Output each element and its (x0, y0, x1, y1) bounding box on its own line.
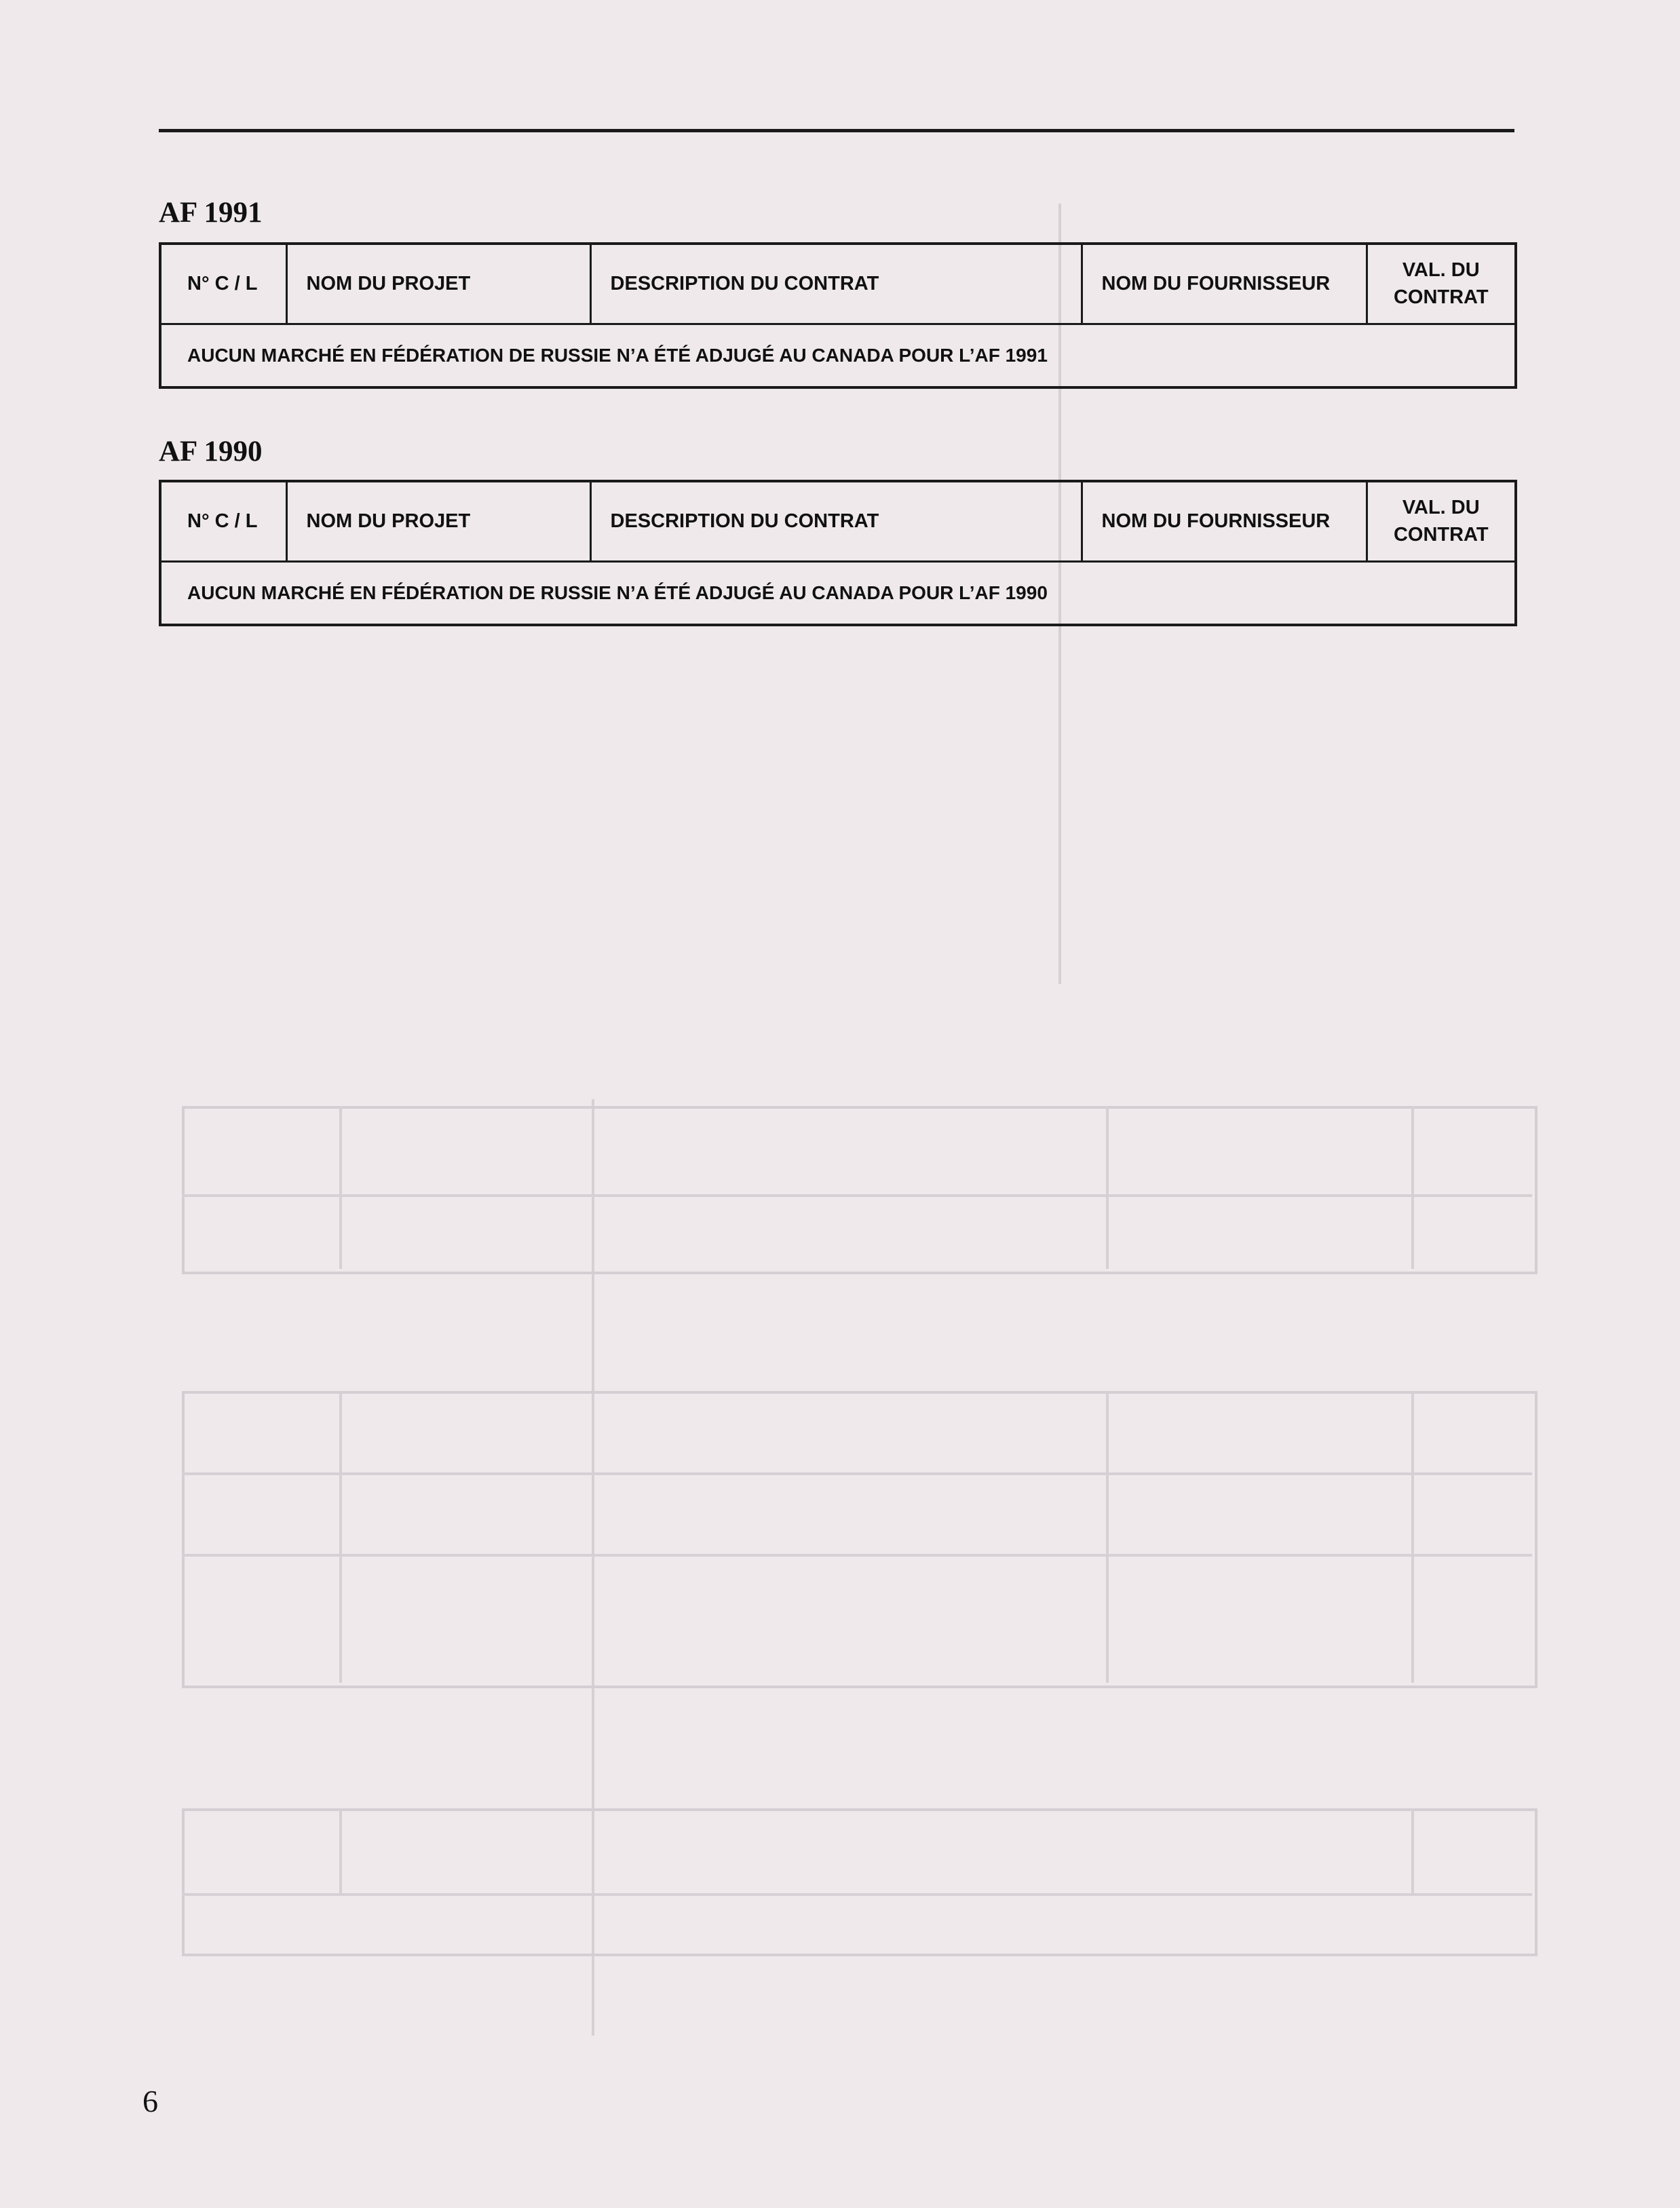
column-header-supplier: NOM DU FOURNISSEUR (1082, 244, 1367, 324)
column-header-description: DESCRIPTION DU CONTRAT (590, 244, 1082, 324)
section-title-af-1991: AF 1991 (159, 197, 263, 229)
column-header-description: DESCRIPTION DU CONTRAT (590, 481, 1082, 561)
no-contract-note-af-1990: AUCUN MARCHÉ EN FÉDÉRATION DE RUSSIE N’A ÉTÉ ADJUGÉ AU CANADA POUR L’AF 1990 (160, 561, 1516, 625)
column-header-project: NOM DU PROJET (286, 244, 590, 324)
contracts-table-af-1991 (159, 242, 1517, 389)
header-rule (159, 129, 1514, 132)
column-header-value-line1: VAL. DU (1402, 497, 1480, 519)
no-contract-note-af-1991: AUCUN MARCHÉ EN FÉDÉRATION DE RUSSIE N’A ÉTÉ ADJUGÉ AU CANADA POUR L’AF 1991 (160, 324, 1516, 387)
column-header-value-line2: CONTRAT (1393, 286, 1489, 309)
table-note-row (160, 324, 1516, 387)
contracts-table-af-1990 (159, 480, 1517, 626)
column-header-project: NOM DU PROJET (286, 481, 590, 561)
column-header-value (1367, 481, 1516, 561)
column-header-number: N° C / L (160, 481, 286, 561)
section-title-af-1990: AF 1990 (159, 436, 263, 468)
table-note-row (160, 561, 1516, 625)
column-header-number: N° C / L (160, 244, 286, 324)
table-header-row (160, 244, 1516, 324)
column-header-value-line2: CONTRAT (1393, 524, 1489, 546)
page-number: 6 (142, 2084, 158, 2118)
column-header-value-line1: VAL. DU (1402, 259, 1480, 282)
table-header-row (160, 481, 1516, 561)
column-header-value (1367, 244, 1516, 324)
column-header-supplier: NOM DU FOURNISSEUR (1082, 481, 1367, 561)
